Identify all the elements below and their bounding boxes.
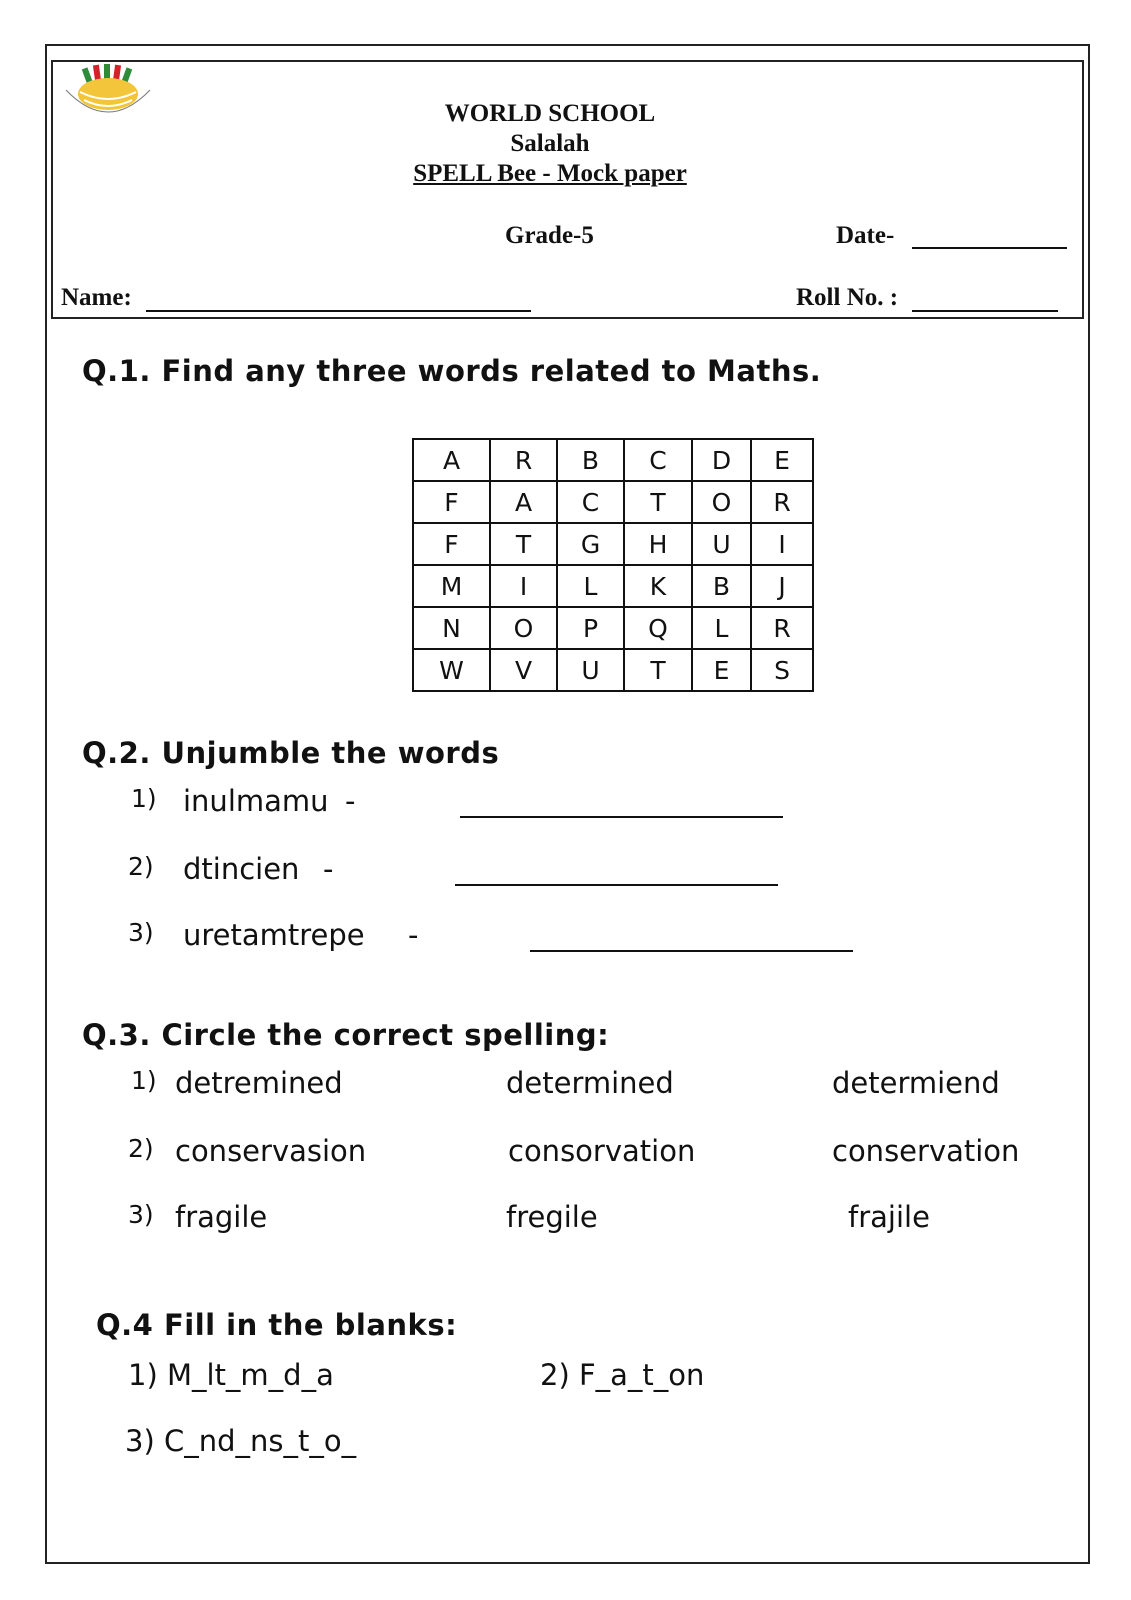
q2-jumbled-word: inulmamu <box>183 784 329 818</box>
q3-option[interactable]: detremined <box>175 1066 343 1100</box>
grid-cell[interactable]: T <box>624 649 692 691</box>
name-label: Name: <box>61 284 132 311</box>
q2-title: Q.2. Unjumble the words <box>82 736 500 770</box>
grade-label: Grade-5 <box>505 222 594 249</box>
grid-cell[interactable]: G <box>557 523 624 565</box>
grid-cell[interactable]: B <box>557 439 624 481</box>
date-field[interactable] <box>912 247 1067 249</box>
word-search-grid <box>412 438 814 692</box>
grid-cell[interactable]: E <box>692 649 751 691</box>
date-label: Date- <box>836 222 895 249</box>
grid-cell[interactable]: B <box>692 565 751 607</box>
school-city: Salalah <box>510 130 590 157</box>
q4-blank-word[interactable]: C_nd_ns_t_o_ <box>163 1424 357 1458</box>
grid-cell[interactable]: I <box>751 523 813 565</box>
grid-cell[interactable]: A <box>413 439 490 481</box>
grid-cell[interactable]: H <box>624 523 692 565</box>
grid-cell[interactable]: R <box>751 481 813 523</box>
q4-title: Q.4 Fill in the blanks: <box>96 1308 458 1342</box>
roll-label: Roll No. : <box>796 284 899 311</box>
grid-cell[interactable]: A <box>490 481 557 523</box>
paper-title <box>380 160 720 188</box>
q4-blank-word[interactable]: F_a_t_on <box>578 1358 705 1392</box>
q4-item <box>128 1358 334 1392</box>
q4-item-number: 1) <box>128 1358 158 1392</box>
grid-cell[interactable]: R <box>490 439 557 481</box>
q3-option[interactable]: determiend <box>832 1066 1000 1100</box>
grid-cell[interactable]: T <box>490 523 557 565</box>
q4-blank-word[interactable]: M_lt_m_d_a <box>166 1358 334 1392</box>
grid-cell[interactable]: N <box>413 607 490 649</box>
grid-cell[interactable]: D <box>692 439 751 481</box>
q3-option[interactable]: fragile <box>175 1200 268 1234</box>
grid-cell[interactable]: T <box>624 481 692 523</box>
q3-option[interactable]: determined <box>506 1066 674 1100</box>
q2-jumbled-word: uretamtrepe <box>183 918 365 952</box>
grid-cell[interactable]: F <box>413 523 490 565</box>
grid-cell[interactable]: I <box>490 565 557 607</box>
q2-dash: - <box>345 784 356 818</box>
q2-answer-line[interactable] <box>530 950 853 952</box>
grid-cell[interactable]: P <box>557 607 624 649</box>
header-box <box>51 60 1084 319</box>
q2-item-number: 1) <box>131 784 157 813</box>
q4-item <box>125 1424 356 1458</box>
q3-option[interactable]: frajile <box>848 1200 930 1234</box>
grid-cell[interactable]: U <box>557 649 624 691</box>
paper-title-text: SPELL Bee - Mock paper <box>413 160 687 187</box>
grid-row <box>413 565 813 607</box>
grid-cell[interactable]: U <box>692 523 751 565</box>
grid-row <box>413 439 813 481</box>
grid-cell[interactable]: M <box>413 565 490 607</box>
grid-cell[interactable]: L <box>692 607 751 649</box>
q2-answer-line[interactable] <box>455 884 778 886</box>
grid-cell[interactable]: W <box>413 649 490 691</box>
grid-row <box>413 607 813 649</box>
q3-item-number: 2) <box>128 1134 154 1163</box>
q2-dash: - <box>408 918 419 952</box>
school-name: WORLD SCHOOL <box>444 100 656 127</box>
roll-field[interactable] <box>912 310 1058 312</box>
grid-cell[interactable]: Q <box>624 607 692 649</box>
q4-item-number: 3) <box>125 1424 155 1458</box>
q3-option[interactable]: conservasion <box>175 1134 367 1168</box>
grid-cell[interactable]: C <box>624 439 692 481</box>
q2-dash: - <box>323 852 334 886</box>
grid-row <box>413 649 813 691</box>
grid-cell[interactable]: O <box>692 481 751 523</box>
q2-item-number: 3) <box>128 918 154 947</box>
grid-cell[interactable]: J <box>751 565 813 607</box>
grid-cell[interactable]: F <box>413 481 490 523</box>
q3-item-number: 1) <box>131 1066 157 1095</box>
q3-option[interactable]: conservation <box>832 1134 1020 1168</box>
name-field[interactable] <box>146 310 531 312</box>
grid-cell[interactable]: C <box>557 481 624 523</box>
grid-cell[interactable]: O <box>490 607 557 649</box>
grid-cell[interactable]: R <box>751 607 813 649</box>
grid-row <box>413 523 813 565</box>
q2-jumbled-word: dtincien <box>183 852 300 886</box>
grid-cell[interactable]: E <box>751 439 813 481</box>
grid-cell[interactable]: L <box>557 565 624 607</box>
q1-title: Q.1. Find any three words related to Maths. <box>82 354 822 388</box>
q3-option[interactable]: fregile <box>506 1200 598 1234</box>
logo-graphic <box>62 62 154 124</box>
q3-item-number: 3) <box>128 1200 154 1229</box>
q3-option[interactable]: consorvation <box>508 1134 696 1168</box>
q2-item-number: 2) <box>128 852 154 881</box>
q3-title: Q.3. Circle the correct spelling: <box>82 1018 610 1052</box>
grid-cell[interactable]: K <box>624 565 692 607</box>
q4-item <box>540 1358 704 1392</box>
grid-cell[interactable]: V <box>490 649 557 691</box>
q2-answer-line[interactable] <box>460 816 783 818</box>
school-logo <box>62 62 154 124</box>
q4-item-number: 2) <box>540 1358 570 1392</box>
grid-row <box>413 481 813 523</box>
grid-cell[interactable]: S <box>751 649 813 691</box>
